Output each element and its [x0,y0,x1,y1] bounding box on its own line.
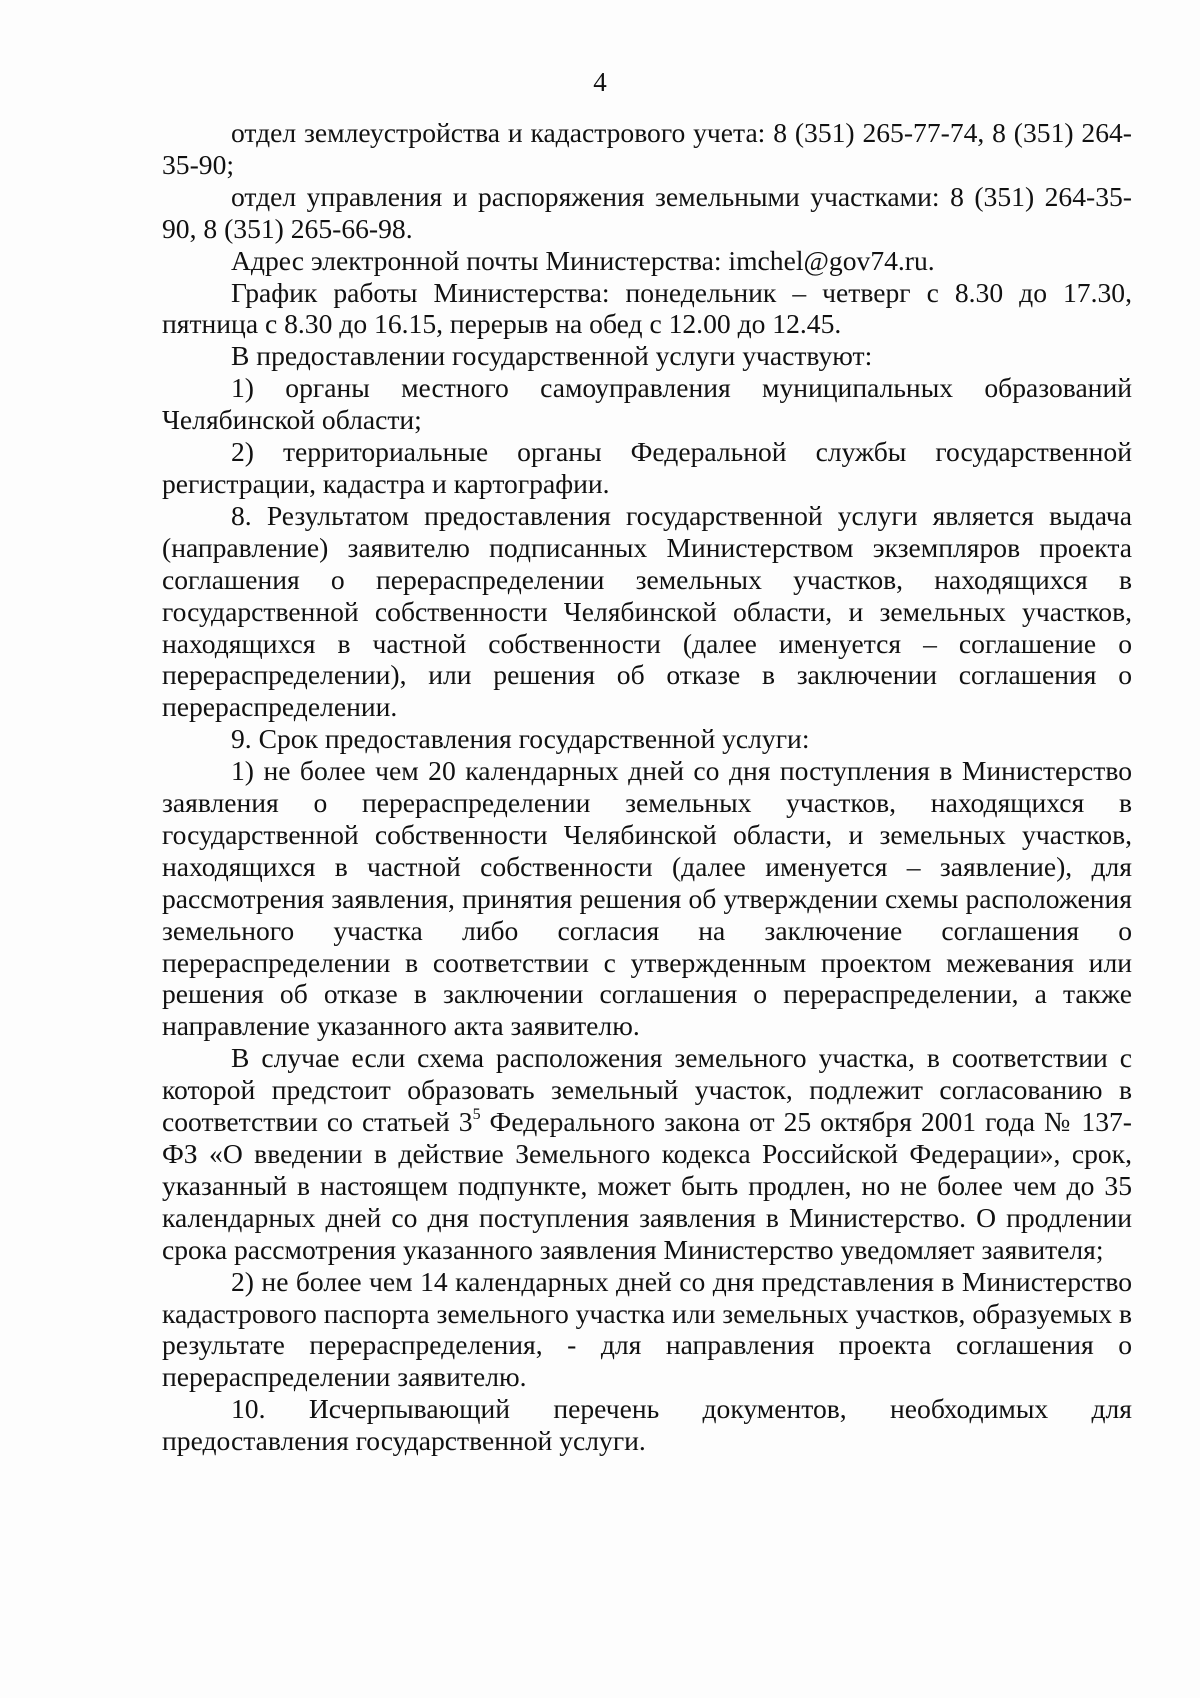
paragraph-section-10-heading: 10. Исчерпывающий перечень документов, необходимых для предоставления государственной услуги. [162,1393,1132,1457]
paragraph-email-address: Адрес электронной почты Министерства: imchel@gov74.ru. [231,244,935,276]
page-number: 4 [593,67,607,97]
paragraph-land-management-department: отдел землеустройства и кадастрового учета: 8 (351) 265-77-74, 8 (351) 264-35-90; [162,117,1132,180]
paragraph-extension-text-end: Федерального закона от 25 октября 2001 года № 137-ФЗ «О введении в действие Земельного кодекса Российской Федерации», срок, указанный в настоящем подпункте, может быть продлен, но не более чем до 35 календарных дней со дня поступления заявления в Министерство. О продлении срока рассмотрения указанного заявления Министерство уведомляет заявителя; [162,1106,1132,1265]
paragraph-section-8-result: 8. Результатом предоставления государственной услуги является выдача (направление) заявителю подписанных Министерством экземпляров проекта соглашения о перераспределении земельных участков, находящихся в государственной собственности Челябинской области, и земельных участков, находящихся в частной собственности (далее именуется – соглашение о перераспределении), или решения об отказе в заключении соглашения о перераспределении. [162,499,1132,723]
paragraph-section-9-heading: 9. Срок предоставления государственной услуги: [231,723,810,755]
paragraph-extension-case [162,1042,1132,1265]
paragraph-land-disposal-department: отдел управления и распоряжения земельными участками: 8 (351) 264-35-90, 8 (351) 265-66-98. [162,180,1132,244]
paragraph-extension-text-start: В случае если схема расположения земельного участка, в соответствии с которой предстоит образовать земельный участок, подлежит согласованию в соответствии со статьей 3 [162,1042,1132,1138]
list-item-federal-registry: 2) территориальные органы Федеральной службы государственной регистрации, кадастра и картографии. [162,436,1132,499]
paragraph-participants-intro: В предоставлении государственной услуги участвуют: [231,340,873,372]
list-item-local-government: 1) органы местного самоуправления муниципальных образований Челябинской области; [162,372,1132,436]
document-body [162,117,1132,1457]
list-item-14-days: 2) не более чем 14 календарных дней со дня представления в Министерство кадастрового паспорта земельного участка или земельных участков, образуемых в результате перераспределения, - для направления проекта соглашения о перераспределении заявителю. [162,1265,1132,1393]
article-superscript: 5 [472,1106,481,1124]
list-item-20-days: 1) не более чем 20 календарных дней со дня поступления в Министерство заявления о перераспределении земельных участков, находящихся в государственной собственности Челябинской области, и земельных участков, находящихся в частной собственности (далее именуется – заявление), для рассмотрения заявления, принятия решения об утверждении схемы расположения земельного участка либо согласия на заключение соглашения о перераспределении в соответствии с утвержденным проектом межевания или решения об отказе в заключении соглашения о перераспределении, а также направление указанного акта заявителю. [162,755,1132,1042]
paragraph-work-schedule: График работы Министерства: понедельник – четверг с 8.30 до 17.30, пятница с 8.30 до 16.15, перерыв на обед с 12.00 до 12.45. [162,276,1132,340]
